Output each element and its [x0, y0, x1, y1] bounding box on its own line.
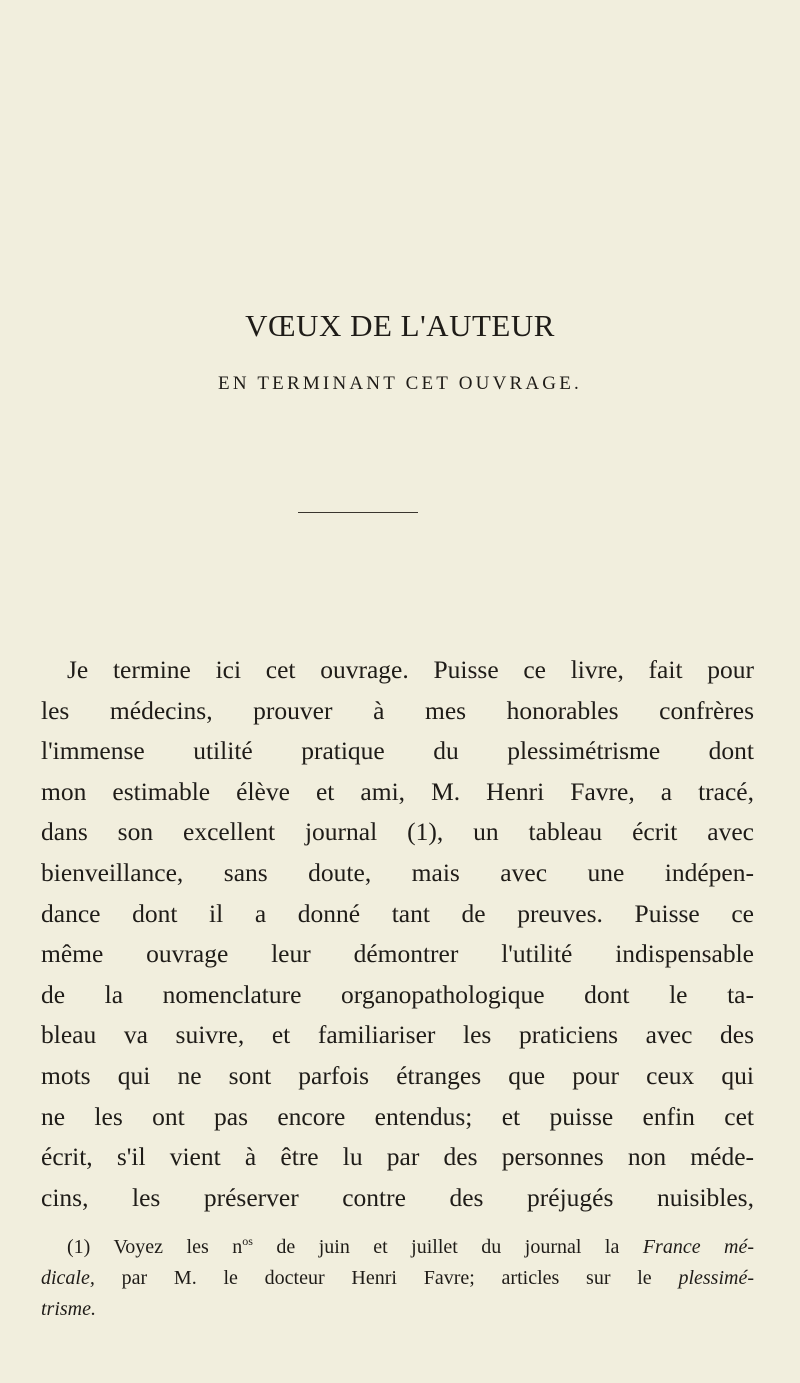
body-line: ne les ont pas encore entendus; et puisse enfin cet: [41, 1101, 754, 1131]
footnote-text: par M. le docteur Henri Favre; articles sur le: [94, 1267, 679, 1289]
separator-rule: [298, 512, 418, 513]
footnote-italic: France mé-: [642, 1236, 755, 1258]
footnote-italic: trisme.: [41, 1298, 96, 1320]
page-title: VŒUX DE L'AUTEUR: [245, 308, 555, 343]
body-line: cins, les préserver contre des préjugés nuisibles,: [41, 1182, 754, 1212]
body-paragraph: [41, 650, 754, 1218]
footnote-line: [41, 1294, 754, 1325]
body-line: bleau va suivre, et familiariser les praticiens avec des: [41, 1020, 754, 1050]
body-line: mon estimable élève et ami, M. Henri Favre, a tracé,: [41, 776, 754, 806]
footnote-text: Voyez les n: [113, 1236, 243, 1258]
footnote-text: de juin et juillet du journal la: [252, 1236, 643, 1258]
footnote-marker: (1): [67, 1236, 91, 1258]
body-line: écrit, s'il vient à être lu par des personnes non méde-: [41, 1142, 754, 1172]
body-line: dans son excellent journal (1), un tableau écrit avec: [41, 817, 754, 847]
footnote-line: [41, 1263, 754, 1294]
body-line: dance dont il a donné tant de preuves. Puisse ce: [41, 898, 754, 928]
body-line: de la nomenclature organopathologique dont le ta-: [41, 979, 754, 1009]
body-line: même ouvrage leur démontrer l'utilité indispensable: [41, 939, 754, 969]
footnote-line: [41, 1232, 754, 1263]
footnote: [41, 1232, 754, 1325]
footnote-italic: plessimé-: [678, 1267, 754, 1289]
footnote-superscript: os: [242, 1234, 253, 1248]
body-line: Je termine ici cet ouvrage. Puisse ce livre, fait pour: [67, 655, 754, 684]
body-line: mots qui ne sont parfois étranges que pour ceux qui: [41, 1060, 754, 1090]
footnote-italic: dicale,: [41, 1267, 95, 1289]
page-subtitle: EN TERMINANT CET OUVRAGE.: [218, 373, 582, 394]
body-line: l'immense utilité pratique du plessimétrisme dont: [41, 736, 754, 766]
body-line: les médecins, prouver à mes honorables confrères: [41, 695, 754, 725]
body-line: bienveillance, sans doute, mais avec une indépen-: [41, 857, 754, 887]
